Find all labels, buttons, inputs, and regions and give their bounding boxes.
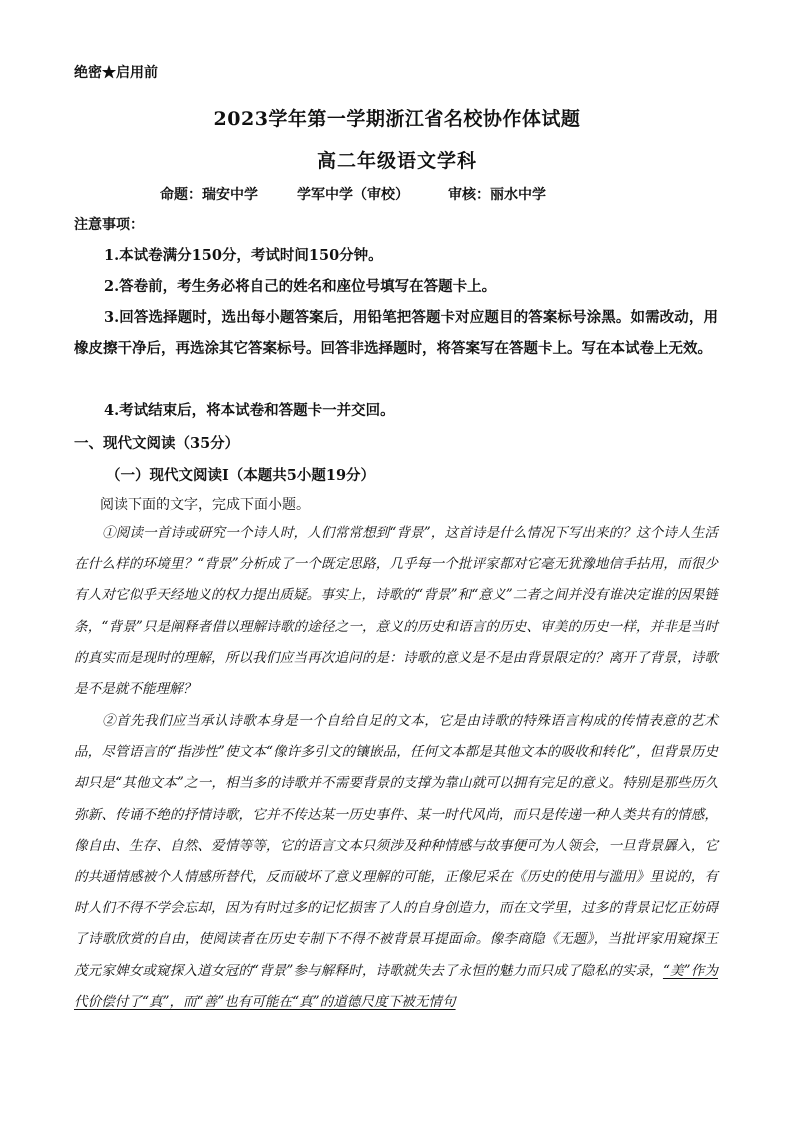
- passage-paragraph-1: ①阅读一首诗或研究一个诗人时，人们常常想到“背景”，这首诗是什么情况下写出来的？这个诗人生活在什么样的环境里？“背景”分析成了一个既定思路，几乎每一个批评家都对它毫无犹豫地信手拈用，而很少有人对它似乎天经地义的权力提出质疑。事实上，诗歌的“背景”和“意义”二者之间并没有谁决定谁的因果链条，“背景”只是阐释者借以理解诗歌的途径之一，意义的历史和语言的历史、审美的历史一样，并非是当时的真实而是现时的理解，所以我们应当再次追问的是：诗歌的意义是不是由背景限定的？离开了背景，诗歌是不是就不能理解？: [74, 525, 718, 698]
- note-item: 4.考试结束后，将本试卷和答题卡一并交回。: [104, 402, 395, 419]
- note-item: 1.本试卷满分150分，考试时间150分钟。: [104, 247, 383, 264]
- paragraph-2-text: ②首先我们应当承认诗歌本身是一个自给自足的文本，它是由诗歌的特殊语言构成的传情表意的艺术品，尽管语言的“指涉性”使文本“像许多引文的镶嵌品，任何文本都是其他文本的吸收和转化”，但背景历史却只是“其他文本”之一，相当多的诗歌并不需要背景的支撑为靠山就可以拥有完足的意义。特别是那些历久弥新、传诵不绝的抒情诗歌，它并不传达某一历史事件、某一时代风尚，而只是传递一种人类共有的情感，像自由、生存、自然、爱情等等，它的语言文本只须涉及种种情感与故事便可为人领会，一旦背景羼入，它的共通情感被个人情感所替代，反而破坏了意义理解的可能，正像尼采在《历史的使用与滥用》里说的，有时人们不得不学会忘却，因为有时过多的记忆损害了人的自身创造力，而在文学里，过多的背景记忆正妨碍了诗歌欣赏的自由，使阅读者在历史专制下不得不被背景耳提面命。像李商隐《无题》，当批评家用窥探王茂元家婢女或窥探入道女冠的“背景”参与解释时，诗歌就失去了永恒的魅力而只成了隐私的实录，: [74, 713, 718, 979]
- authors-line: 命题：瑞安中学 学军中学（审校） 审核：丽水中学: [160, 187, 546, 203]
- passage-paragraph-2: [74, 706, 718, 1018]
- exam-title: 2023学年第一学期浙江省名校协作体试题: [213, 108, 581, 130]
- underlined-sentence: “美”作为代价偿付了“真”，而“善”也有可能在“真”的道德尺度下被无情句: [74, 962, 718, 1010]
- section-heading: 一、现代文阅读（35分）: [74, 435, 240, 452]
- subsection-heading: （一）现代文阅读Ⅰ（本题共5小题19分）: [106, 467, 376, 484]
- note-item: 2.答卷前，考生务必将自己的姓名和座位号填写在答题卡上。: [104, 278, 497, 295]
- notes-heading: 注意事项：: [74, 217, 144, 233]
- exam-subject: 高二年级语文学科: [316, 150, 477, 172]
- note-item: 3.回答选择题时，选出每小题答案后，用铅笔把答题卡对应题目的答案标号涂黑。如需改动，用橡皮擦干净后，再选涂其它答案标号。回答非选择题时，将答案写在答题卡上。写在本试卷上无效。: [74, 309, 718, 357]
- reading-instruction: 阅读下面的文字，完成下面小题。: [100, 497, 310, 513]
- confidential-label: 绝密★启用前: [74, 65, 158, 81]
